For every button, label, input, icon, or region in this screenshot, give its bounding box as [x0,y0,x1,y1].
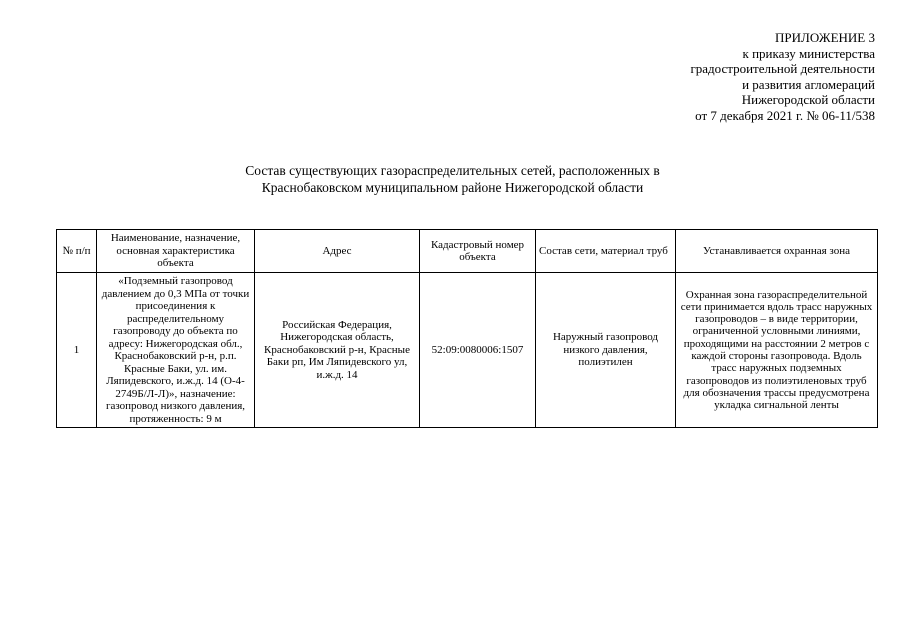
header-zone: Устанавливается охранная зона [676,230,878,273]
header-name: Наименование, назначение, основная характеристика объекта [97,230,255,273]
header-composition: Состав сети, материал труб [536,230,676,273]
appendix-line: к приказу министерства [742,45,875,61]
gas-network-table [56,229,878,428]
appendix-line: и развития агломераций [742,76,875,92]
cell-cadastral: 52:09:0080006:1507 [420,273,536,428]
appendix-line: градостроительной деятельности [690,61,875,76]
table-row [57,273,878,428]
title-line-2: Краснобаковском муниципальном районе Нижегородской области [261,180,644,195]
cell-name: «Подземный газопровод давлением до 0,3 МПа от точки присоединения к распределительному газопроводу до объекта по адресу: Нижегородская обл., Краснобаковский р-н, р.п. Красные Баки, ул. им. Ляпидевского, и.ж.д. 14 (О-4-2749Б/Л-Л)», назначение: газопровод низкого давления, протяженность: 9 м [97,273,255,428]
appendix-line: от 7 декабря 2021 г. № 06-11/538 [695,107,875,123]
header-num: № п/п [57,230,97,273]
table-header-row [57,230,878,273]
cell-composition: Наружный газопровод низкого давления, полиэтилен [536,273,676,428]
document-title [0,162,905,196]
header-address: Адрес [255,230,420,273]
cell-zone: Охранная зона газораспределительной сети принимается вдоль трасс наружных газопроводов – в виде территории, ограниченной условными линиями, проходящими на расстоянии 2 метров с каждой стороны газопровода. Вдоль трасс наружных подземных газопроводов из полиэтиленовых труб для обозначения трассы предусмотрена укладка сигнальной ленты [676,273,878,428]
cell-address: Российская Федерация, Нижегородская область, Краснобаковский р-н, Красные Баки рп, Им Ляпидевского ул, и.ж.д. 14 [255,273,420,428]
appendix-line: ПРИЛОЖЕНИЕ 3 [775,30,875,45]
appendix-header [575,30,875,123]
cell-num: 1 [57,273,97,428]
title-line-1: Состав существующих газораспределительных сетей, расположенных в [245,163,660,178]
header-cadastral: Кадастровый номер объекта [420,230,536,273]
appendix-line: Нижегородской области [741,92,875,107]
